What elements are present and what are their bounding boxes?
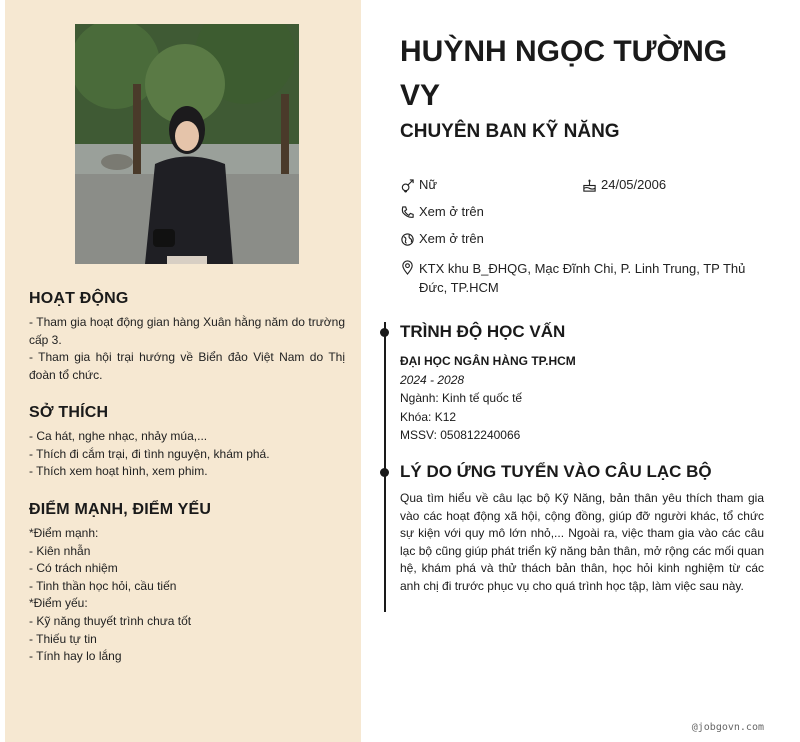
major: Ngành: Kinh tế quốc tế [400,391,523,405]
hobbies-line: - Thích đi cắm trại, đi tình nguyện, khám phá. [29,446,270,461]
cake-icon [582,178,597,193]
position-title: CHUYÊN BAN KỸ NĂNG [400,121,620,142]
strengths-line: *Điểm yếu: [29,596,88,611]
gender-icon [400,178,415,193]
strengths-line: - Tính hay lo lắng [29,649,122,664]
strengths-line: - Tinh thần học hỏi, cầu tiến [29,578,177,593]
phone-icon [400,205,415,220]
location-icon [400,260,415,275]
school-years: 2024 - 2028 [400,372,465,387]
timeline-line [384,322,386,612]
activities-line: - Tham gia hoạt động gian hàng Xuân hằng năm do trường cấp 3. [29,315,345,347]
hobbies-line: - Ca hát, nghe nhạc, nhảy múa,... [29,429,208,443]
address-value: KTX khu B_ĐHQG, Mạc Đĩnh Chi, P. Linh Trung, TP Thủ Đức, TP.HCM [419,261,746,295]
reason-title: LÝ DO ỨNG TUYỂN VÀO CÂU LẠC BỘ [400,462,712,481]
gender-value: Nữ [419,177,438,192]
website-value: Xem ở trên [419,231,484,246]
student-id: MSSV: 050812240066 [400,428,521,442]
profile-photo [75,24,299,264]
education-title: TRÌNH ĐỘ HỌC VẤN [400,322,566,341]
globe-icon [400,232,415,247]
website-info [400,231,484,247]
timeline-dot [380,328,389,337]
left-sidebar [5,0,361,742]
timeline-dot [380,468,389,477]
birthday-info [582,177,666,193]
strengths-line: - Kiên nhẫn [29,543,91,558]
reason-text: Qua tìm hiểu về câu lạc bộ Kỹ Năng, bản thân yêu thích tham gia vào các hoạt động xã hội, cộng đồng, giúp đỡ người khác, tổ chức sự kiện với quy mô lớn nhỏ,... Ngoài ra, việc tham gia vào các câu lạc bộ cũng giúp phát triển kỹ năng bản thân, mở rộng các mối quan hệ, khám phá và thử thách bản thân, học hỏi kinh nghiệm từ các anh chị đi trước phục vụ cho quá trình học tập, làm việc sau này. [400,491,764,593]
strengths-line: *Điểm mạnh: [29,526,99,540]
strengths-line: - Kỹ năng thuyết trình chưa tốt [29,613,192,628]
school-name: ĐẠI HỌC NGÂN HÀNG TP.HCM [400,354,576,368]
hobbies-section [29,404,345,481]
birthday-value: 24/05/2006 [601,177,667,192]
strengths-title: ĐIỂM MẠNH, ĐIỂM YẾU [29,501,212,518]
gender-info [400,177,437,193]
phone-info [400,204,484,220]
hobbies-title: SỞ THÍCH [29,404,109,421]
main-content [361,0,800,742]
activities-title: HOẠT ĐỘNG [29,290,129,307]
activities-line: - Tham gia hội trại hướng về Biển đảo Việt Nam do Thị đoàn tổ chức. [29,350,345,382]
hobbies-line: - Thích xem hoạt hình, xem phim. [29,464,208,479]
strengths-line: - Có trách nhiệm [29,561,118,576]
course: Khóa: K12 [400,409,457,424]
phone-value: Xem ở trên [419,204,484,219]
activities-section [29,290,345,384]
strengths-line: - Thiếu tự tin [29,631,97,646]
address-info [400,259,750,297]
watermark: @jobgovn.com [691,722,764,733]
candidate-name: HUỲNH NGỌC TƯỜNG VY [400,35,728,112]
strengths-section [29,501,345,666]
education-entry [400,352,576,445]
